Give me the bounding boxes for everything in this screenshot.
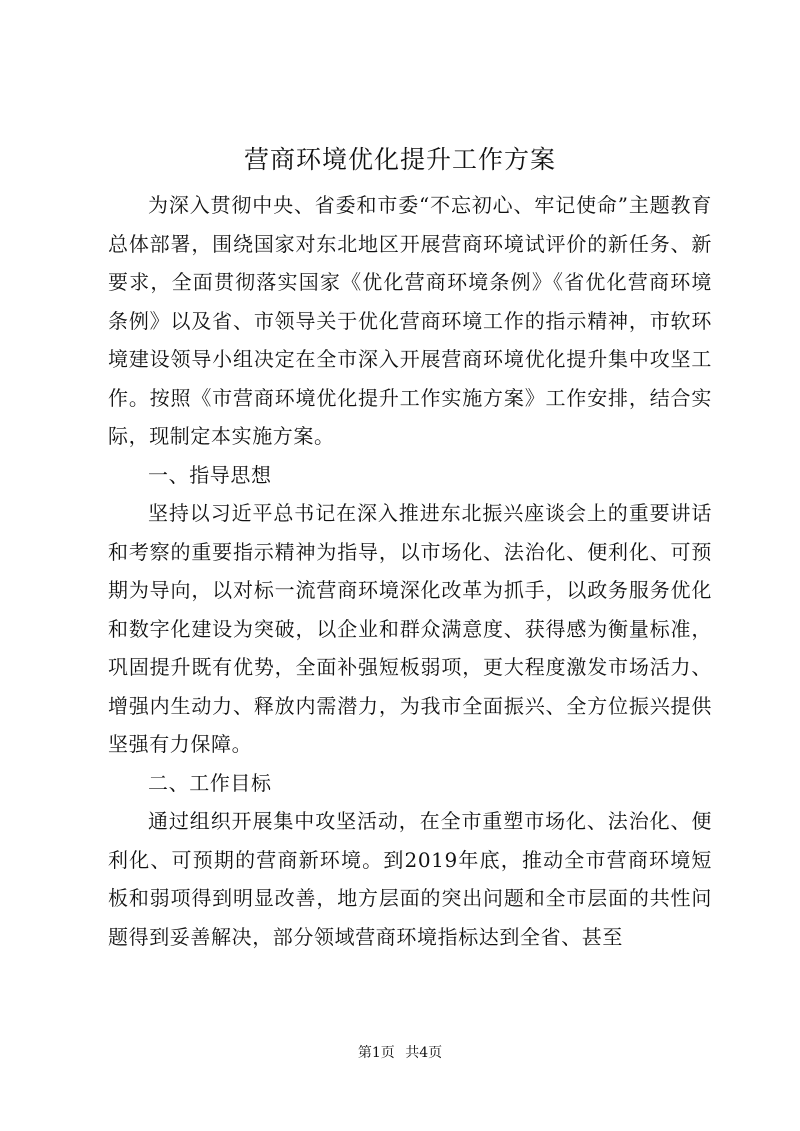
page-number: 第1页: [357, 1045, 395, 1061]
intro-paragraph: 为深入贯彻中央、省委和市委“不忘初心、牢记使命”主题教育总体部署，围绕国家对东北地区开展营商环境试评价的新任务、新要求，全面贯彻落实国家《优化营商环境条例》《省优化营商环境条例》以及省、市领导关于优化营商环境工作的指示精神，市软环境建设领导小组决定在全市深入开展营商环境优化提升集中攻坚工作。按照《市营商环境优化提升工作实施方案》工作安排，结合实际，现制定本实施方案。: [108, 193, 712, 448]
document-body: [108, 186, 712, 956]
section-heading-guiding-ideology: 一、指导思想: [148, 462, 272, 487]
page-total: 共4页: [405, 1045, 443, 1061]
section-heading-work-goals: 二、工作目标: [148, 770, 272, 795]
page-footer: [0, 1043, 800, 1063]
document-title: 营商环境优化提升工作方案: [243, 145, 556, 174]
guiding-ideology-paragraph: 坚持以习近平总书记在深入推进东北振兴座谈会上的重要讲话和考察的重要指示精神为指导，以市场化、法治化、便利化、可预期为导向，以对标一流营商环境深化改革为抓手，以政务服务优化和数字化建设为突破，以企业和群众满意度、获得感为衡量标准，巩固提升既有优势，全面补强短板弱项，更大程度激发市场活力、增强内生动力、释放内需潜力，为我市全面振兴、全方位振兴提供坚强有力保障。: [108, 501, 712, 756]
work-goals-paragraph: 通过组织开展集中攻坚活动，在全市重塑市场化、法治化、便利化、可预期的营商新环境。到2019年底，推动全市营商环境短板和弱项得到明显改善，地方层面的突出问题和全市层面的共性问题得到妥善解决，部分领域营商环境指标达到全省、甚至: [108, 809, 712, 949]
